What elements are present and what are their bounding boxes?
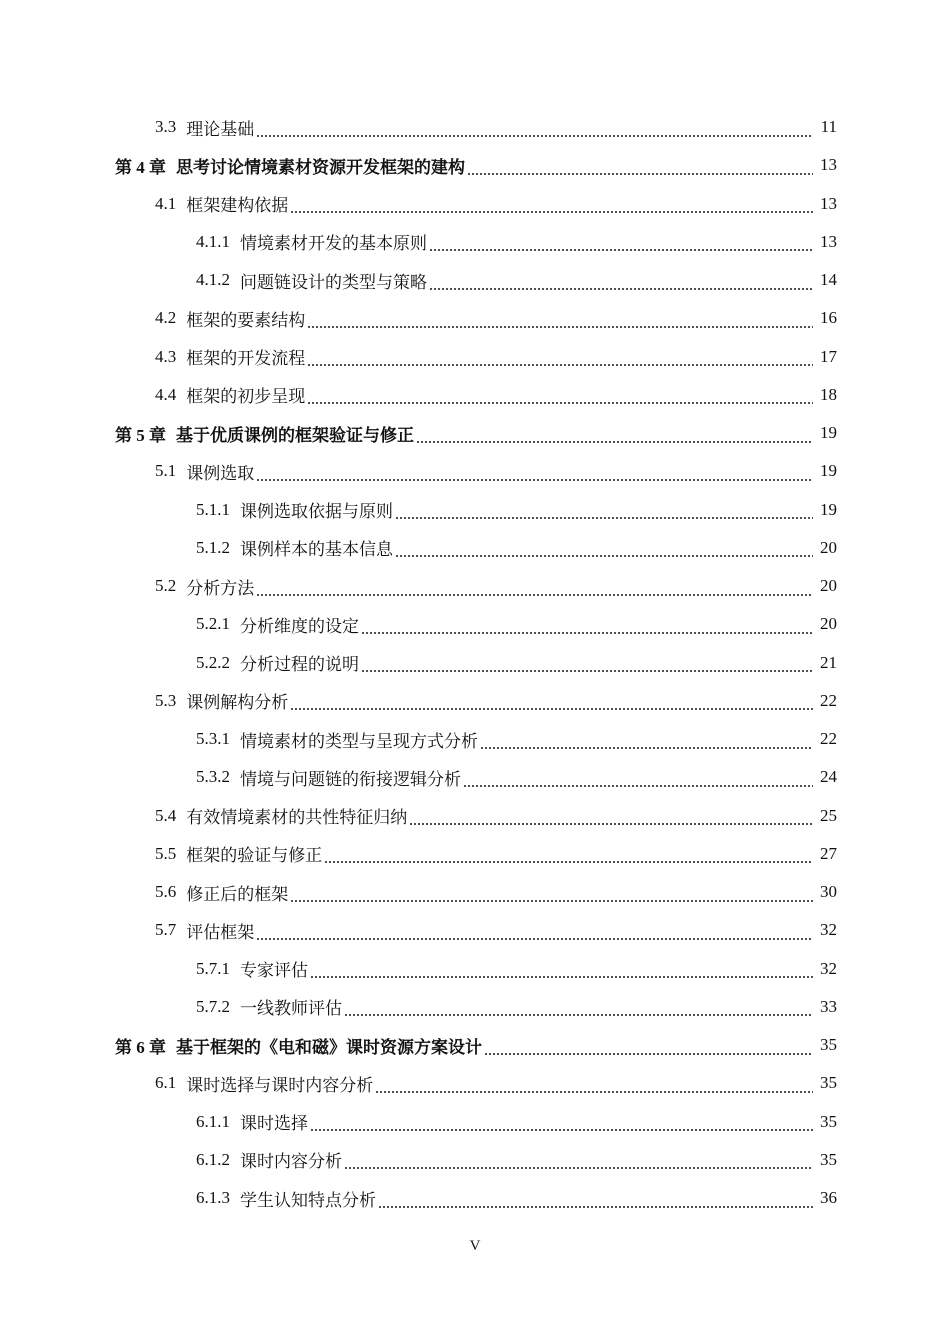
toc-entry-number: 4.1.2 [196, 270, 230, 290]
toc-entry-title: 一线教师评估 [240, 999, 342, 1019]
toc-dot-leader [467, 159, 813, 176]
toc-entry-title: 思考讨论情境素材资源开发框架的建构 [176, 157, 465, 177]
toc-dot-leader [361, 618, 813, 635]
toc-entry-title: 框架的开发流程 [186, 349, 306, 369]
toc-entry-title: 框架的验证与修正 [186, 846, 323, 866]
toc-entry-title: 框架的初步呈现 [186, 387, 306, 407]
toc-entry-title: 课例样本的基本信息 [240, 540, 393, 560]
toc-entry-page: 18 [820, 384, 837, 404]
toc-entry-number: 6.1.2 [196, 1149, 230, 1169]
toc-entry-page: 35 [820, 1035, 837, 1055]
toc-entry[interactable] [0, 1026, 837, 1064]
toc-entry-page: 21 [820, 652, 837, 672]
toc-entry-number: 6.1.1 [196, 1111, 230, 1131]
toc-entry-label [155, 688, 288, 713]
toc-entry[interactable] [0, 491, 837, 529]
toc-entry-label [196, 612, 359, 637]
toc-entry-title: 学生认知特点分析 [240, 1190, 376, 1210]
toc-entry-title: 课时内容分析 [240, 1152, 342, 1172]
toc-entry-title: 情境与问题链的衔接逻辑分析 [240, 769, 461, 789]
toc-entry[interactable] [0, 988, 837, 1026]
toc-entry-title: 课例选取 [186, 463, 255, 483]
toc-entry-number: 6.1 [155, 1073, 177, 1093]
toc-entry-label [155, 803, 407, 828]
toc-entry-label [196, 1147, 342, 1172]
toc-dot-leader [484, 1039, 813, 1056]
toc-entry-number: 6.1.3 [196, 1188, 230, 1208]
toc-entry-page: 27 [820, 843, 837, 863]
toc-entry-page: 19 [820, 461, 837, 481]
toc-entry[interactable] [0, 1141, 837, 1179]
toc-entry-number: 5.6 [155, 882, 177, 902]
toc-entry-page: 20 [820, 576, 837, 596]
toc-entry-title: 问题链设计的类型与策略 [240, 272, 427, 292]
toc-entry-label [155, 191, 288, 216]
toc-entry-number: 5.3.2 [196, 767, 230, 787]
toc-dot-leader [256, 121, 813, 138]
toc-entry-title: 框架建构依据 [186, 196, 289, 216]
toc-entry-page: 24 [820, 767, 837, 787]
toc-dot-leader [324, 847, 813, 864]
toc-entry[interactable] [0, 452, 837, 490]
toc-entry-page: 32 [820, 958, 837, 978]
toc-entry[interactable] [0, 108, 837, 146]
toc-entry-label [115, 1033, 482, 1058]
toc-entry-page: 20 [820, 537, 837, 557]
toc-entry-label [155, 344, 305, 369]
toc-entry-page: 19 [820, 499, 837, 519]
toc-entry-number: 5.4 [155, 805, 177, 825]
toc-entry-number: 4.2 [155, 308, 177, 328]
toc-entry-number: 3.3 [155, 117, 177, 137]
toc-entry-label [155, 880, 288, 905]
toc-entry-title: 基于框架的《电和磁》课时资源方案设计 [176, 1037, 482, 1057]
toc-entry-number: 5.1 [155, 461, 177, 481]
toc-entry-number: 5.7 [155, 920, 177, 940]
toc-entry[interactable] [0, 644, 837, 682]
toc-entry[interactable] [0, 1103, 837, 1141]
toc-entry-number: 5.7.1 [196, 958, 230, 978]
toc-entry-number: 5.3 [155, 690, 177, 710]
toc-entry[interactable] [0, 605, 837, 643]
toc-entry[interactable] [0, 797, 837, 835]
toc-entry-title: 分析维度的设定 [240, 616, 359, 636]
toc-dot-leader [307, 350, 813, 367]
toc-dot-leader [256, 924, 813, 941]
toc-entry-label [196, 1186, 376, 1211]
toc-entry[interactable] [0, 1064, 837, 1102]
toc-entry-page: 30 [820, 882, 837, 902]
toc-entry-number: 4.1 [155, 193, 177, 213]
toc-dot-leader [480, 733, 813, 750]
toc-dot-leader [361, 656, 813, 673]
toc-dot-leader [375, 1077, 813, 1094]
toc-entry-label [196, 727, 478, 752]
toc-dot-leader [378, 1192, 813, 1209]
toc-entry-page: 11 [820, 117, 837, 137]
toc-entry-label [196, 956, 308, 981]
toc-entry-number: 5.2 [155, 576, 177, 596]
toc-entry-page: 22 [820, 729, 837, 749]
toc-entry-title: 有效情境素材的共性特征归纳 [186, 808, 408, 828]
toc-entry-number: 4.1.1 [196, 231, 230, 251]
toc-entry-page: 36 [820, 1188, 837, 1208]
toc-dot-leader [463, 771, 813, 788]
toc-dot-leader [307, 312, 813, 329]
toc-entry-number: 4.4 [155, 384, 177, 404]
page-number: V [469, 1238, 481, 1254]
toc-entry-page: 16 [820, 308, 837, 328]
toc-dot-leader [310, 1115, 813, 1132]
toc-entry-title: 评估框架 [186, 922, 255, 942]
toc-entry[interactable] [0, 873, 837, 911]
toc-entry-page: 19 [820, 423, 837, 443]
toc-dot-leader [409, 809, 813, 826]
toc-entry[interactable] [0, 146, 837, 184]
toc-entry-title: 情境素材的类型与呈现方式分析 [240, 731, 478, 751]
toc-entry[interactable] [0, 567, 837, 605]
toc-entry-page: 13 [820, 193, 837, 213]
toc-entry-title: 课例选取依据与原则 [240, 502, 393, 522]
toc-entry-number: 5.5 [155, 843, 177, 863]
toc-entry[interactable] [0, 758, 837, 796]
toc-dot-leader [344, 1000, 813, 1017]
toc-entry-number: 第 5 章 [115, 425, 166, 445]
toc-entry-page: 13 [820, 231, 837, 251]
toc-entry-label [196, 229, 427, 254]
toc-entry-title: 分析过程的说明 [240, 655, 359, 675]
toc-entry-title: 专家评估 [240, 961, 308, 981]
toc-entry-label [155, 459, 254, 484]
toc-dot-leader [290, 197, 813, 214]
toc-entry-page: 20 [820, 614, 837, 634]
toc-entry-label [196, 650, 359, 675]
toc-entry[interactable] [0, 911, 837, 949]
toc-entry-title: 课时选择与课时内容分析 [186, 1075, 374, 1095]
toc-entry-page: 13 [820, 155, 837, 175]
toc-entry-label [155, 115, 254, 140]
toc-entry-label [196, 268, 427, 293]
toc-entry-title: 课时选择 [240, 1114, 308, 1134]
toc-entry-label [115, 153, 465, 178]
toc-dot-leader [429, 235, 813, 252]
toc-entry-number: 5.2.1 [196, 614, 230, 634]
toc-entry-number: 5.3.1 [196, 729, 230, 749]
toc-entry-label [196, 765, 461, 790]
toc-entry-title: 框架的要素结构 [186, 310, 306, 330]
toc-entry-label [115, 421, 414, 446]
toc-entry-title: 分析方法 [186, 578, 255, 598]
toc-entry-label [196, 535, 393, 560]
toc-entry[interactable] [0, 835, 837, 873]
toc-entry-label [155, 841, 322, 866]
toc-dot-leader [395, 503, 813, 520]
toc-entry-label [155, 306, 305, 331]
toc-entry-title: 情境素材开发的基本原则 [240, 234, 427, 254]
toc-entry-number: 第 4 章 [115, 157, 166, 177]
toc-entry-page: 33 [820, 996, 837, 1016]
toc-entry-number: 第 6 章 [115, 1037, 166, 1057]
toc-dot-leader [416, 427, 813, 444]
toc-entry[interactable] [0, 950, 837, 988]
toc-entry[interactable] [0, 376, 837, 414]
toc-entry[interactable] [0, 223, 837, 261]
toc-entry-page: 25 [820, 805, 837, 825]
toc-entry-number: 5.1.1 [196, 499, 230, 519]
toc-entry[interactable] [0, 185, 837, 223]
toc-entry-label [196, 1109, 308, 1134]
toc-entry-page: 22 [820, 690, 837, 710]
toc-entry[interactable] [0, 299, 837, 337]
toc-dot-leader [395, 541, 813, 558]
toc-entry-label [155, 574, 254, 599]
toc-entry-number: 4.3 [155, 346, 177, 366]
toc-entry-title: 修正后的框架 [186, 884, 289, 904]
toc-entry-title: 理论基础 [186, 119, 255, 139]
toc-dot-leader [256, 580, 813, 597]
toc-entry-page: 35 [820, 1149, 837, 1169]
toc-entry-number: 5.2.2 [196, 652, 230, 672]
toc-entry-title: 基于优质课例的框架验证与修正 [176, 425, 414, 445]
toc-entry-page: 17 [820, 346, 837, 366]
toc-entry[interactable] [0, 261, 837, 299]
table-of-contents [0, 108, 950, 1217]
toc-entry-label [196, 497, 393, 522]
toc-dot-leader [290, 886, 813, 903]
toc-entry-page: 32 [820, 920, 837, 940]
toc-entry-number: 5.7.2 [196, 996, 230, 1016]
toc-dot-leader [344, 1153, 813, 1170]
toc-dot-leader [307, 388, 813, 405]
toc-entry-page: 35 [820, 1073, 837, 1093]
toc-entry-label [155, 1071, 373, 1096]
toc-entry[interactable] [0, 720, 837, 758]
toc-entry[interactable] [0, 1179, 837, 1217]
toc-entry[interactable] [0, 414, 837, 452]
toc-entry[interactable] [0, 682, 837, 720]
toc-entry[interactable] [0, 338, 837, 376]
toc-entry-label [155, 382, 305, 407]
toc-entry-page: 14 [820, 270, 837, 290]
toc-entry-label [155, 918, 254, 943]
toc-dot-leader [429, 274, 813, 291]
toc-entry-number: 5.1.2 [196, 537, 230, 557]
toc-entry[interactable] [0, 529, 837, 567]
toc-dot-leader [256, 465, 813, 482]
toc-entry-title: 课例解构分析 [186, 693, 289, 713]
toc-entry-page: 35 [820, 1111, 837, 1131]
toc-dot-leader [310, 962, 813, 979]
toc-dot-leader [290, 694, 813, 711]
toc-entry-label [196, 994, 342, 1019]
